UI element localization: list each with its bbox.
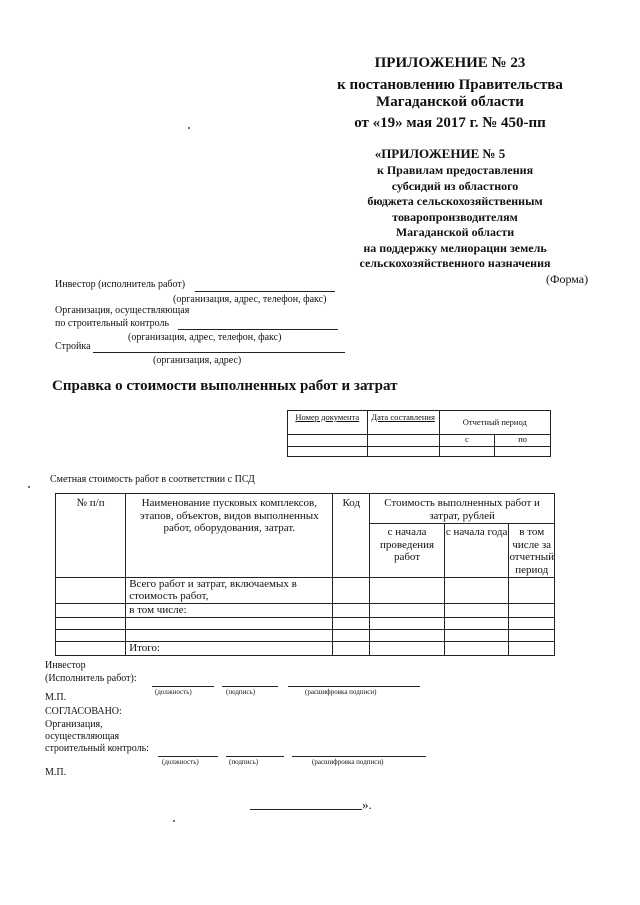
investor-field-line[interactable] [195,291,335,292]
rules-line: на поддержку мелиорации земель [363,240,547,255]
sig-org-decoding-line[interactable] [292,756,426,757]
rules-line: бюджета сельскохозяйственным [367,194,543,208]
sig-investor-signature-hint: (подпись) [226,688,256,696]
investor-label: Инвестор (исполнитель работ) [55,279,186,290]
site-label: Стройка [55,341,91,352]
doc-number-header: Номер документа [288,411,368,435]
investor-hint: (организация, адрес, телефон, факс) [173,294,327,305]
estimate-label: Сметная стоимость работ в соответствии с ПСД [50,474,255,485]
scan-dot [28,486,30,488]
control-label-2: по строительный контроль [55,318,170,329]
period-header: Отчетный период [439,411,550,435]
rules-line: товаропроизводителям [392,209,518,224]
org-label-2: осуществляющая [45,731,120,742]
rules-line: к Правилам предоставления [376,163,534,177]
sig-investor-label-2: (Исполнитель работ): [45,673,137,684]
sub-period-header: в том числе за отчетный период [509,524,555,578]
sig-investor-position-hint: (должность) [155,688,192,696]
site-field-line[interactable] [93,352,345,353]
doc-date-header: Дата составления [367,411,439,435]
doc-info-table [287,410,551,457]
control-hint: (организация, адрес, телефон, факс) [128,332,282,343]
org-label-3: строительный контроль: [45,743,149,754]
row-including: в том числе: [126,603,333,617]
period-to-value[interactable] [495,447,551,457]
doc-number-value[interactable] [288,447,368,457]
doc-date-cell[interactable] [367,435,439,447]
closing-mark: ». [362,797,372,812]
sig-org-signature-hint: (подпись) [229,758,259,766]
closing-line[interactable] [250,809,362,810]
sig-investor-label-1: Инвестор [45,660,86,671]
col-cost-header: Стоимость выполненных работ и затрат, рублей [370,494,555,524]
period-from-value[interactable] [439,447,495,457]
rules-line: сельскохозяйственного назначения [359,256,551,270]
org-label-1: Организация, [45,719,103,730]
agreed-label: СОГЛАСОВАНО: [45,706,122,717]
resolution-line-1: к постановлению Правительства [337,77,563,93]
stamp-label-2: М.П. [45,767,67,778]
control-label-1: Организация, осуществляющая [55,305,190,316]
scan-dot [188,127,190,129]
row-total-works: Всего работ и затрат, включаемых в стоимость работ, [126,577,333,603]
sig-investor-decoding-line[interactable] [288,686,420,687]
doc-date-value[interactable] [367,447,439,457]
rules-line: субсидий из областного [391,178,519,193]
col-num-header: № п/п [56,494,126,578]
col-code-header: Код [333,494,370,578]
site-hint: (организация, адрес) [153,355,242,366]
period-from-label: с [439,435,495,447]
sig-investor-decoding-hint: (расшифровка подписи) [305,688,377,696]
sub-start-header: с начала проведения работ [370,524,445,578]
sig-org-decoding-hint: (расшифровка подписи) [312,758,384,766]
form-label: (Форма) [546,272,589,286]
resolution-line-3: от «19» мая 2017 г. № 450-пп [354,115,546,131]
rules-line: Магаданской области [395,225,515,239]
scan-dot [173,820,175,822]
appendix-title: ПРИЛОЖЕНИЕ № 23 [374,55,526,71]
cost-table [55,493,555,656]
rules-block [330,163,580,272]
col-name-header: Наименование пусковых комплексов, этапов, объектов, видов выполненных работ, оборудования, затрат. [126,494,333,578]
sig-org-position-hint: (должность) [162,758,199,766]
row-total: Итого: [126,641,333,655]
sig-investor-position-line[interactable] [152,686,214,687]
doc-number-cell[interactable] [288,435,368,447]
resolution-line-2: Магаданской области [376,94,524,110]
sub-appendix-title: «ПРИЛОЖЕНИЕ № 5 [374,146,506,161]
sub-year-header: с начала года [444,524,509,578]
doc-title: Справка о стоимости выполненных работ и затрат [52,378,398,394]
sig-org-signature-line[interactable] [226,756,284,757]
sig-org-position-line[interactable] [158,756,218,757]
sig-investor-signature-line[interactable] [222,686,278,687]
stamp-label-1: М.П. [45,692,67,703]
period-to-label: по [495,435,551,447]
control-field-line[interactable] [178,329,338,330]
